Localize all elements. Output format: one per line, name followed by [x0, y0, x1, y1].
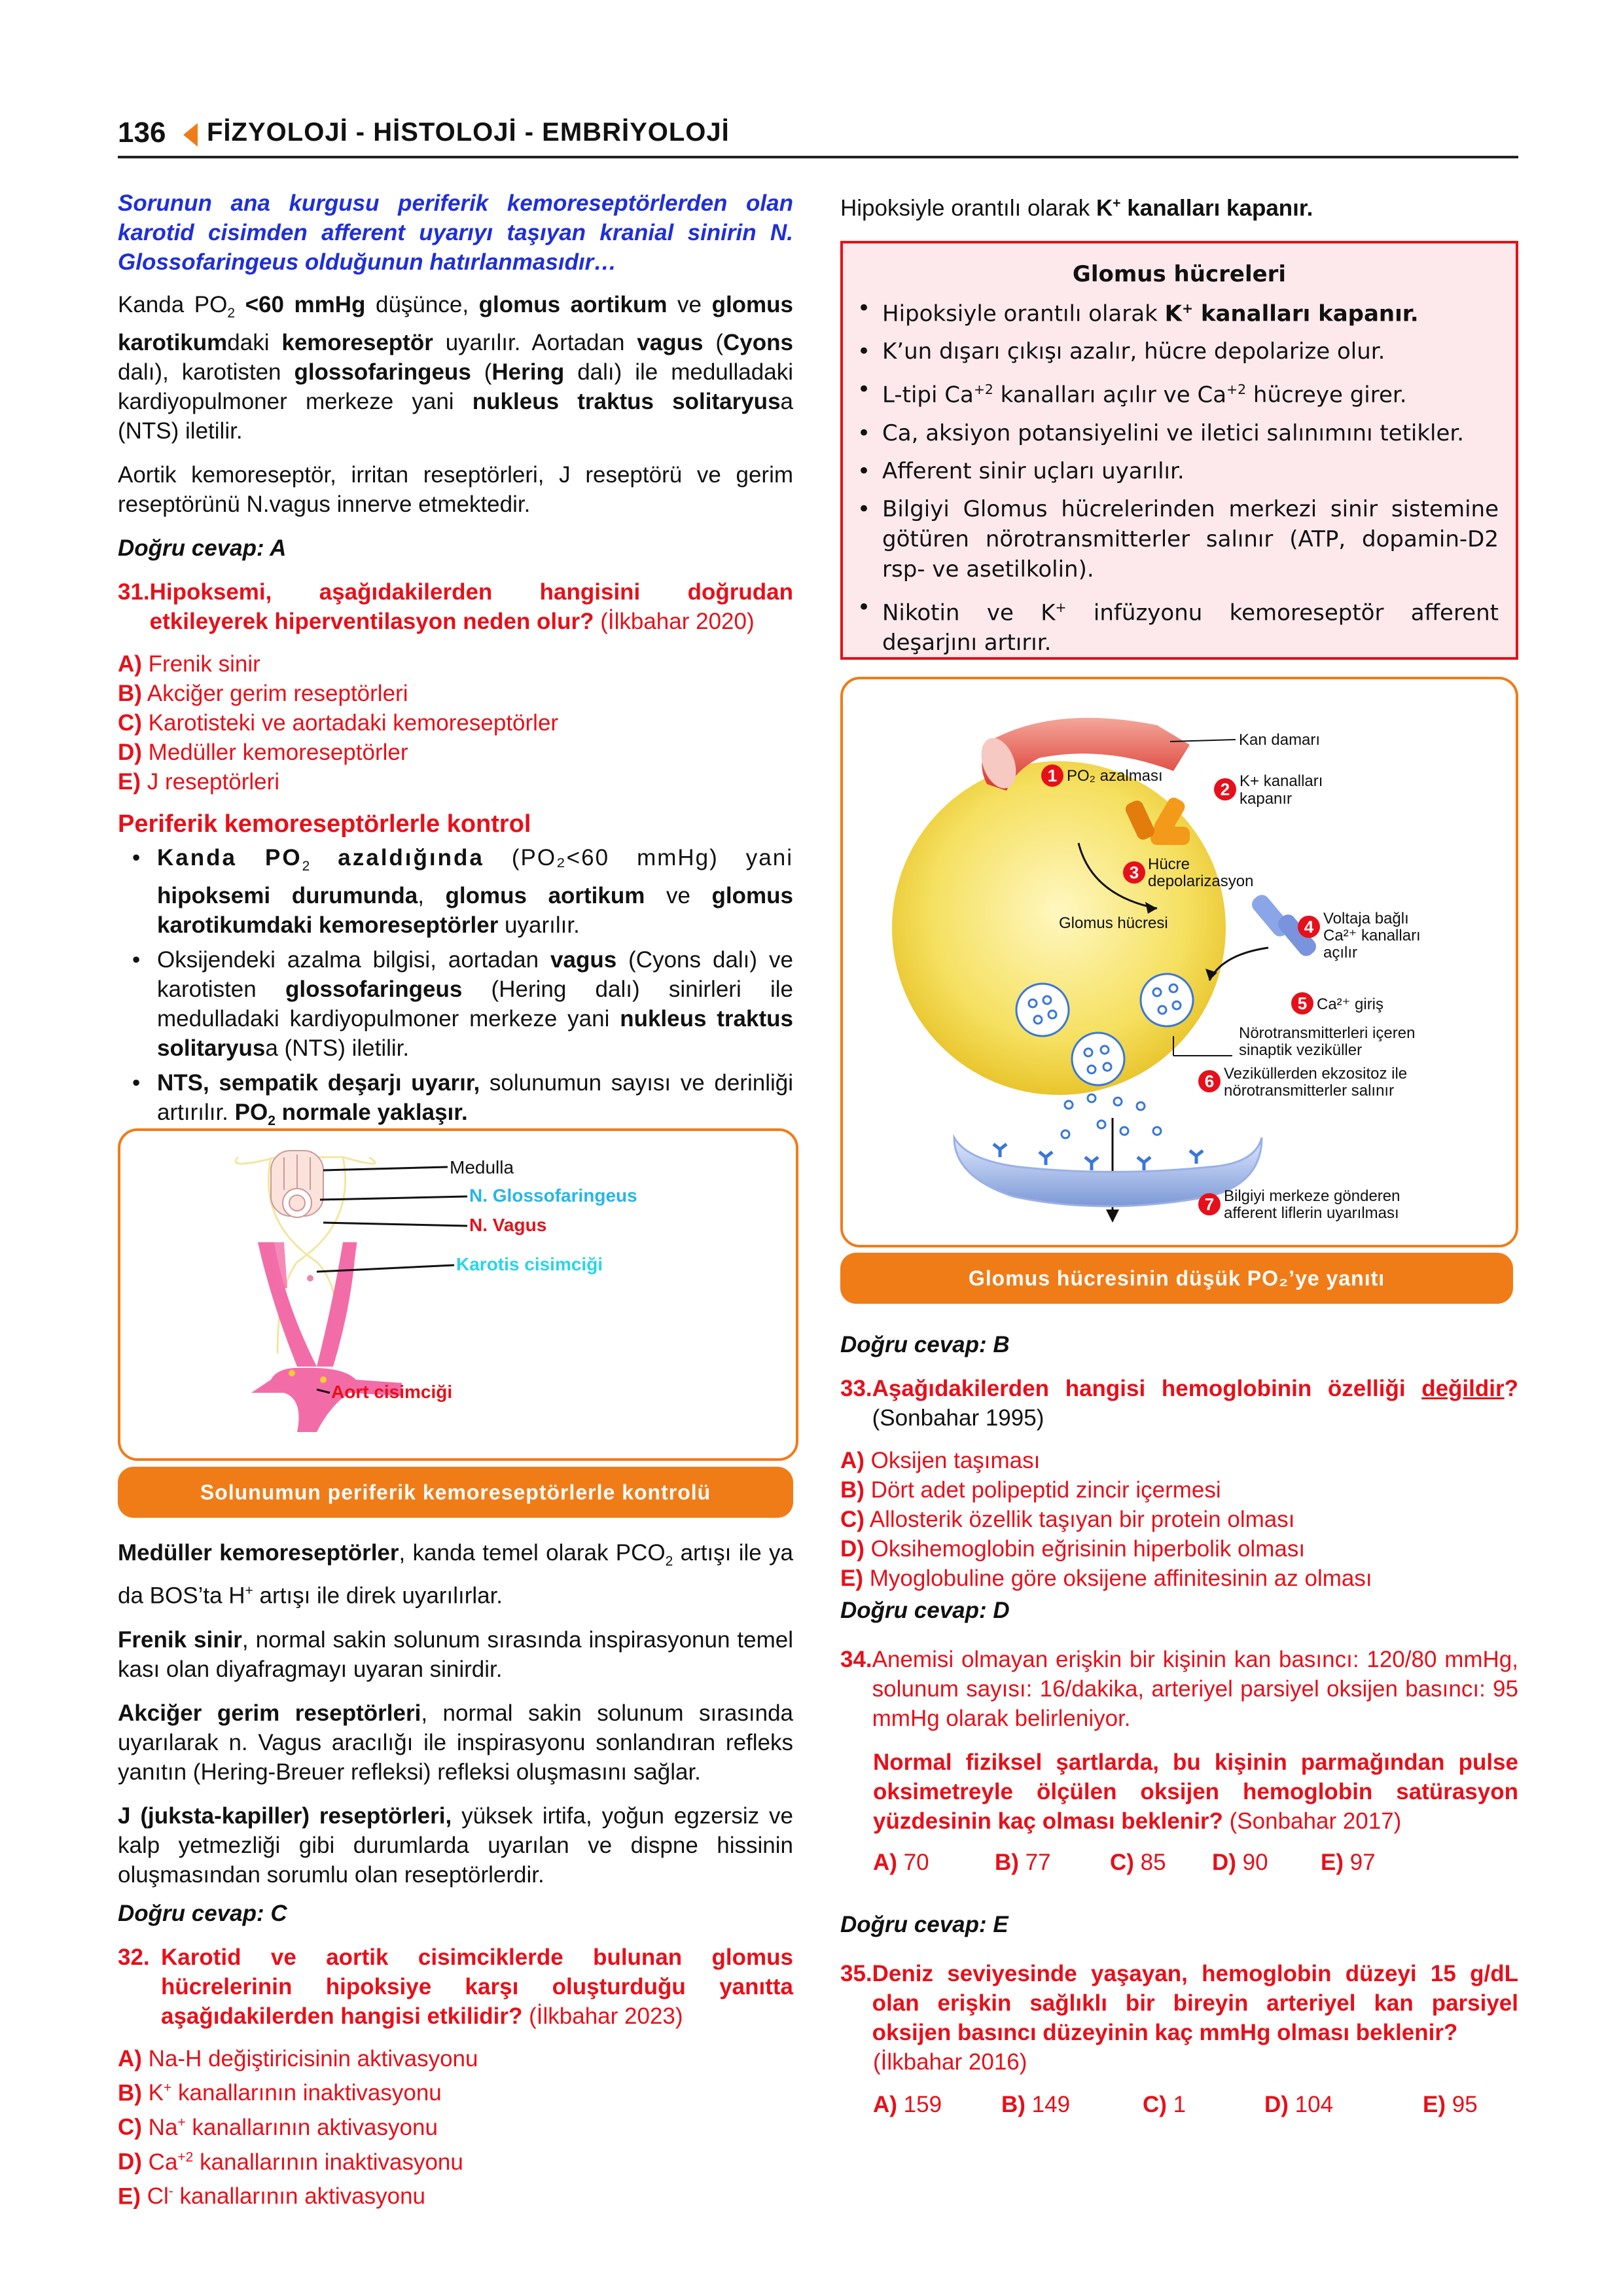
label-aort: Aort cisimciği — [331, 1382, 453, 1402]
answer-33: Doğru cevap: D — [840, 1598, 1010, 1623]
option-c[interactable]: C) Allosterik özellik taşıyan bir protein olması — [840, 1507, 1295, 1532]
step-number: 3 — [1129, 863, 1139, 882]
intro-note: Sorunun ana kurgusu periferik kemoreseptörlerden olan karotid cisimden afferent uyarıyı taşıyan kranial sinirin N. Glossofaringeus olduğunun hatırlanmasıdır… — [118, 190, 793, 275]
page-header — [118, 117, 1518, 158]
figure-caption-1: Solunumun periferik kemoreseptörlerle kontrolü — [118, 1467, 793, 1518]
option-c[interactable]: C) Na+ kanallarının aktivasyonu — [118, 2114, 438, 2140]
label-step-3b: depolarizasyon — [1148, 872, 1254, 890]
label-step-2b: kapanır — [1240, 790, 1293, 808]
label-glomus-hucresi: Glomus hücresi — [1059, 914, 1168, 932]
paragraph-aortik: Aortik kemoreseptör, irritan reseptörleri, J reseptörü ve gerim reseptörünü N.vagus innerve etmektedir. — [118, 462, 793, 517]
glomus-item: • Bilgiyi Glomus hücrelerinden merkezi sinir sistemine götüren nörotransmitterler salınır (ATP, dopamin-D2 rsp- ve asetilkolin). — [843, 494, 1499, 584]
step-number: 1 — [1047, 766, 1058, 785]
label-step-3a: Hücre — [1148, 855, 1190, 873]
label-step-4a: Voltaja bağlı — [1323, 910, 1409, 927]
option-a[interactable]: A) 70 — [873, 1850, 929, 1875]
svg-text:nörotransmitterler salınır: nörotransmitterler salınır — [1224, 1082, 1395, 1100]
svg-text:Veziküllerden ekzositoz ile: Veziküllerden ekzositoz ile — [1224, 1065, 1408, 1083]
paragraph-j-reseptor: J (juksta-kapiller) reseptörleri, yüksek irtifa, yoğun egzersiz ve kalp yetmezliği gibi durumlarda uyarılan ve dispne hissinin oluşmasından sorumlu olan reseptörlerdir. — [118, 1803, 793, 1888]
option-d[interactable]: D) Oksihemoglobin eğrisinin hiperbolik olması — [840, 1536, 1306, 1562]
question-32: 32. Karotid ve aortik cisimciklerde bulunan glomus hücrelerinin hipoksiye karşı oluşturduğu yanıtta aşağıdakilerden hangisi etkilidir? (İlkbahar 2023) — [118, 1944, 793, 2029]
option-b[interactable]: B) Akciğer gerim reseptörleri — [118, 681, 408, 706]
label-karotis: Karotis cisimciği — [456, 1254, 603, 1274]
section-title: Periferik kemoreseptörlerle kontrol — [118, 810, 531, 838]
option-e[interactable]: E) Cl- kanallarının aktivasyonu — [118, 2183, 426, 2210]
glomus-item: • Afferent sinir uçları uyarılır. — [843, 456, 1499, 486]
figure-caption-2: Glomus hücresinin düşük PO₂’ye yanıtı — [840, 1253, 1513, 1304]
option-d[interactable]: D) 104 — [1264, 2092, 1334, 2117]
k-channels-line: Hipoksiyle orantılı olarak K+ kanalları kapanır. — [840, 195, 1313, 221]
option-a[interactable]: A) Na-H değiştiricisinin aktivasyonu — [118, 2045, 478, 2072]
glomus-list — [843, 293, 1516, 658]
bullet-item: • NTS, sempatik deşarjı uyarır, solunumun sayısı ve derinliği artırılır. $PO_2$ normale yaklaşır. — [118, 1068, 793, 1136]
label-step-1: PO₂ azalması — [1067, 767, 1163, 785]
svg-text:Ca²⁺ kanalları: Ca²⁺ kanalları — [1323, 927, 1421, 944]
glomus-cell-diagram — [843, 679, 1516, 1245]
glomus-item: • Ca, aksiyon potansiyelini ve iletici salınımını tetikler. — [843, 418, 1499, 448]
glomus-item: • K’un dışarı çıkışı azalır, hücre depolarize olur. — [843, 336, 1499, 367]
label-step-5: Ca²⁺ giriş — [1317, 996, 1384, 1013]
option-c[interactable]: C) 85 — [1110, 1850, 1166, 1875]
option-b[interactable]: B) 77 — [995, 1850, 1051, 1875]
options-32 — [118, 2044, 793, 2212]
figure-chemoreceptor-box — [118, 1128, 798, 1461]
option-e[interactable]: E) J reseptörleri — [118, 769, 280, 795]
page-title: FİZYOLOJİ - HİSTOLOJİ - EMBRİYOLOJİ — [207, 118, 730, 147]
option-d[interactable]: D) $Ca^{+2}$ kanallarının inaktivasyonu — [118, 2149, 463, 2175]
step-number: 4 — [1304, 917, 1314, 937]
step-number: 7 — [1204, 1194, 1215, 1214]
question-33: 33. Aşağıdakilerden hangisi hemoglobinin özelliği değildir? (Sonbahar 1995) — [840, 1376, 1518, 1431]
options-33 — [840, 1446, 1518, 1593]
answer-32: Doğru cevap: B — [840, 1332, 1010, 1357]
answer-34: Doğru cevap: E — [840, 1912, 1008, 1937]
option-a[interactable]: A) Frenik sinir — [118, 651, 260, 677]
bullet-list — [118, 843, 793, 1136]
paragraph-meduller: Medüller kemoreseptörler, kanda temel olarak $PCO_2$ artışı ile ya da BOS’ta H+ artışı ile direk uyarılırlar. — [118, 1540, 793, 1609]
answer-31: Doğru cevap: C — [118, 1900, 287, 1926]
figure-glomus-box — [840, 677, 1518, 1247]
option-c[interactable]: C) 1 — [1143, 2092, 1186, 2117]
question-31: 31. Hipoksemi, aşağıdakilerden hangisini doğrudan etkileyerek hiperventilasyon neden olur? (İlkbahar 2020) — [118, 579, 793, 634]
option-c[interactable]: C) Karotisteki ve aortadaki kemoreseptörler — [118, 710, 559, 736]
question-34-prompt: Normal fiziksel şartlarda, bu kişinin parmağından pulse oksimetreyle ölçülen oksijen hemoglobin satürasyon yüzdesinin kaç olması beklenir? (Sonbahar 2017) — [873, 1749, 1518, 1834]
option-d[interactable]: D) Medüller kemoreseptörler — [118, 740, 408, 765]
option-a[interactable]: A) 159 — [873, 2092, 942, 2117]
option-b[interactable]: B) K+ kanallarının inaktivasyonu — [118, 2080, 442, 2106]
label-kan-damari: Kan damarı — [1239, 731, 1321, 749]
label-step-2a: K+ kanalları — [1240, 772, 1323, 790]
option-e[interactable]: E) 97 — [1321, 1850, 1376, 1875]
paragraph-frenik: Frenik sinir, normal sakin solunum sırasında inspirasyonun temel kası olan diyafragmayı uyaran sinirdir. — [118, 1626, 793, 1682]
right-top-line — [840, 188, 1518, 223]
option-b[interactable]: B) 149 — [1001, 2092, 1071, 2117]
options-34 — [873, 1848, 1518, 1877]
label-medulla: Medulla — [450, 1157, 514, 1177]
page-number: 136 — [118, 117, 166, 149]
svg-text:afferent liflerin uyarılması: afferent liflerin uyarılması — [1224, 1204, 1399, 1222]
svg-text:Nörotransmitterleri içeren: Nörotransmitterleri içeren — [1239, 1024, 1416, 1042]
option-d[interactable]: D) 90 — [1212, 1850, 1268, 1875]
question-35-source: (İlkbahar 2016) — [873, 2049, 1027, 2075]
options-31 — [118, 649, 793, 797]
right-lower-column — [840, 1330, 1518, 2119]
question-34: 34. Anemisi olmayan erişkin bir kişinin kan basıncı: 120/80 mmHg, solunum sayısı: 16/dakika, arteriyel parsiyel oksijen basıncı: 95 mmHg olarak belirleniyor. — [840, 1647, 1518, 1731]
carotid-artery-icon — [258, 1242, 357, 1367]
glomus-item: • Hipoksiyle orantılı olarak K+ kanalları kapanır. — [843, 293, 1499, 329]
option-e[interactable]: E) 95 — [1423, 2092, 1478, 2117]
question-35: 35. Deniz seviyesinde yaşayan, hemoglobin düzeyi 15 g/dL olan erişkin sağlıklı bir bireyin arteriyel kan parsiyel oksijen basıncı düzeyinin kaç mmHg olması beklenir? — [840, 1961, 1518, 2045]
glomus-box — [840, 241, 1518, 660]
triangle-left-icon — [183, 123, 198, 147]
option-a[interactable]: A) Oksijen taşıması — [840, 1448, 1041, 1473]
left-lower-column — [118, 1538, 793, 2211]
left-column — [118, 188, 793, 1136]
svg-text:sinaptik veziküller: sinaptik veziküller — [1239, 1041, 1363, 1059]
answer-30: Doğru cevap: A — [118, 535, 287, 561]
label-glossofaringeus: N. Glossofaringeus — [469, 1185, 637, 1206]
glomus-item: • Nikotin ve K+ infüzyonu kemoreseptör afferent deşarjını artırır. — [843, 592, 1499, 658]
option-e[interactable]: E) Myoglobuline göre oksijene affinitesinin az olması — [840, 1566, 1372, 1591]
option-b[interactable]: B) Dört adet polipeptid zincir içermesi — [840, 1477, 1221, 1503]
chemoreceptor-diagram — [120, 1131, 796, 1458]
glomus-box-title: Glomus hücreleri — [1072, 261, 1287, 287]
bullet-item: • Kanda $PO_2$ azaldığında (PO₂<60 mmHg) yani hipoksemi durumunda, glomus aortikum ve glomus karotikumdaki kemoreseptörler uyarılır. — [118, 843, 793, 940]
bullet-item: • Oksijendeki azalma bilgisi, aortadan vagus (Cyons dalı) ve karotisten glossofaringeus (Hering dalı) sinirleri ile medulladaki kardiyopulmoner merkeze yani nukleus traktus solitaryusa (NTS) iletilir. — [118, 945, 793, 1063]
step-number: 5 — [1297, 994, 1308, 1013]
glomus-item: • L-tipi $Ca^{+2}$ kanalları açılır ve $Ca^{+2}$ hücreye girer. — [843, 374, 1499, 410]
medulla-icon — [271, 1151, 323, 1217]
paragraph-gerim: Akciğer gerim reseptörleri, normal sakin solunum sırasında uyarılarak n. Vagus aracılığı ile inspirasyonu sonlandıran refleks yanıtın (Hering-Breuer refleksi) refleksi oluşmasını sağlar. — [118, 1700, 793, 1785]
svg-text:Bilgiyi merkeze gönderen: Bilgiyi merkeze gönderen — [1224, 1187, 1400, 1205]
paragraph-kemoreseptor: Kanda $PO_2 <60$ mmHg düşünce, glomus aortikum ve glomus karotikumdaki kemoreseptör uyarılır. Aortadan vagus (Cyons dalı), karotisten glossofaringeus (Hering dalı) ile medulladaki kardiyopulmoner merkeze yani nukleus traktus solitaryusa (NTS) iletilir. — [118, 292, 794, 444]
step-number: 6 — [1204, 1071, 1215, 1091]
options-35 — [873, 2090, 1518, 2119]
svg-text:açılır: açılır — [1323, 944, 1358, 961]
step-number: 2 — [1220, 780, 1230, 799]
label-vagus: N. Vagus — [469, 1215, 547, 1235]
